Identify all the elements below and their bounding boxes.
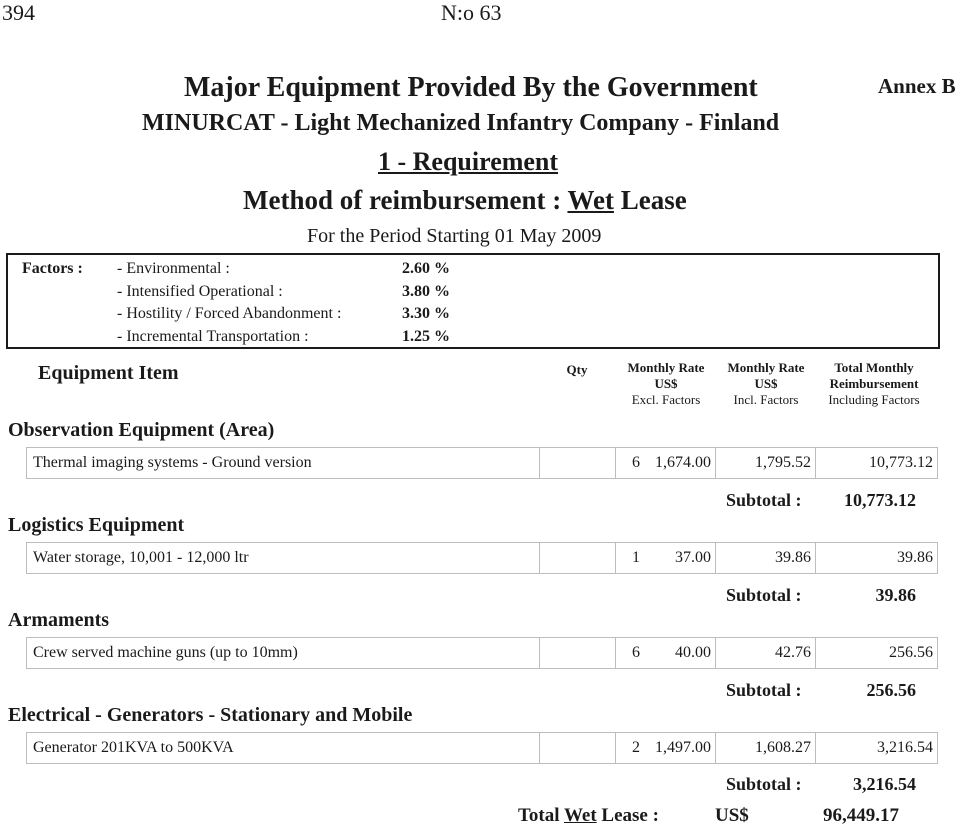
factor-name: - Incremental Transportation :	[117, 328, 309, 345]
rate-excl-header	[616, 360, 716, 408]
factor-value: 3.80 %	[402, 283, 450, 300]
subtotal-label: Subtotal :	[726, 490, 802, 510]
section-heading: Armaments	[8, 609, 110, 631]
item-rate-incl: 42.76	[775, 644, 811, 661]
rate-incl-header	[716, 360, 816, 408]
item-total: 39.86	[897, 549, 933, 566]
rate-excl-header-line1: Monthly Rate	[627, 360, 705, 375]
item-rate-incl: 1,795.52	[755, 454, 811, 471]
factor-value: 2.60 %	[402, 260, 450, 277]
section-heading: Observation Equipment (Area)	[8, 419, 275, 441]
item-rate-incl: 39.86	[775, 549, 811, 566]
factor-value: 3.30 %	[402, 305, 450, 322]
item-total: 3,216.54	[877, 739, 933, 756]
factor-value: 1.25 %	[402, 328, 450, 345]
rate-incl-header-line1: Monthly Rate	[727, 360, 805, 375]
factor-name: - Hostility / Forced Abandonment :	[117, 305, 342, 322]
item-rate-incl: 1,608.27	[755, 739, 811, 756]
item-rate-excl: 1,674.00	[655, 454, 711, 471]
subtotal-label: Subtotal :	[726, 680, 802, 700]
subtotal-value: 3,216.54	[853, 774, 916, 794]
section-title: 1 - Requirement	[378, 147, 559, 176]
period-text: For the Period Starting 01 May 2009	[307, 225, 602, 247]
total-header-line3: Including Factors	[828, 392, 920, 407]
total-header	[818, 360, 930, 408]
rate-excl-header-line3: Excl. Factors	[631, 392, 701, 407]
grand-total-currency: US$	[715, 805, 749, 826]
item-name: Thermal imaging systems - Ground version	[33, 454, 312, 471]
grand-total-prefix: Total	[518, 805, 564, 826]
equipment-item-header: Equipment Item	[38, 362, 179, 384]
factor-name: - Environmental :	[117, 260, 230, 277]
subtotal-value: 256.56	[866, 680, 916, 700]
main-title: Major Equipment Provided By the Government	[184, 72, 758, 103]
item-rate-excl: 1,497.00	[655, 739, 711, 756]
table-row	[26, 447, 938, 479]
total-header-line1: Total Monthly	[834, 360, 914, 375]
item-name: Generator 201KVA to 500KVA	[33, 739, 234, 756]
method-underlined: Wet	[567, 185, 614, 215]
rate-excl-header-line2: US$	[654, 376, 678, 391]
item-rate-excl: 37.00	[675, 549, 711, 566]
document-number: N:o 63	[441, 0, 502, 25]
item-qty: 1	[632, 549, 640, 566]
table-row	[26, 732, 938, 764]
factors-label: Factors :	[22, 260, 83, 277]
subtotal-label: Subtotal :	[726, 774, 802, 794]
grand-total-underlined: Wet	[563, 805, 597, 826]
rate-incl-header-line3: Incl. Factors	[733, 392, 799, 407]
subtotal-label: Subtotal :	[726, 585, 802, 605]
method-suffix: Lease	[613, 185, 687, 215]
section-heading: Logistics Equipment	[8, 514, 185, 536]
item-rate-excl: 40.00	[675, 644, 711, 661]
item-qty: 2	[632, 739, 640, 756]
item-name: Water storage, 10,001 - 12,000 ltr	[33, 549, 249, 566]
page-number: 394	[2, 0, 35, 25]
grand-total-value: 96,449.17	[823, 805, 899, 826]
method-title	[243, 185, 687, 216]
item-name: Crew served machine guns (up to 10mm)	[33, 644, 298, 661]
item-qty: 6	[632, 454, 640, 471]
annex-label: Annex B	[878, 74, 956, 98]
method-prefix: Method of reimbursement :	[243, 185, 568, 215]
item-total: 10,773.12	[869, 454, 933, 471]
table-row	[26, 542, 938, 574]
grand-total-label	[518, 805, 659, 827]
mission-title: MINURCAT - Light Mechanized Infantry Company - Finland	[142, 110, 780, 136]
rate-incl-header-line2: US$	[754, 376, 778, 391]
factor-name: - Intensified Operational :	[117, 283, 283, 300]
grand-total-suffix: Lease :	[596, 805, 659, 826]
section-heading: Electrical - Generators - Stationary and Mobile	[8, 704, 413, 726]
subtotal-value: 10,773.12	[844, 490, 916, 510]
table-row	[26, 637, 938, 669]
subtotal-value: 39.86	[875, 585, 916, 605]
qty-header: Qty	[566, 362, 588, 377]
total-header-line2: Reimbursement	[829, 376, 919, 391]
item-total: 256.56	[889, 644, 933, 661]
item-qty: 6	[632, 644, 640, 661]
